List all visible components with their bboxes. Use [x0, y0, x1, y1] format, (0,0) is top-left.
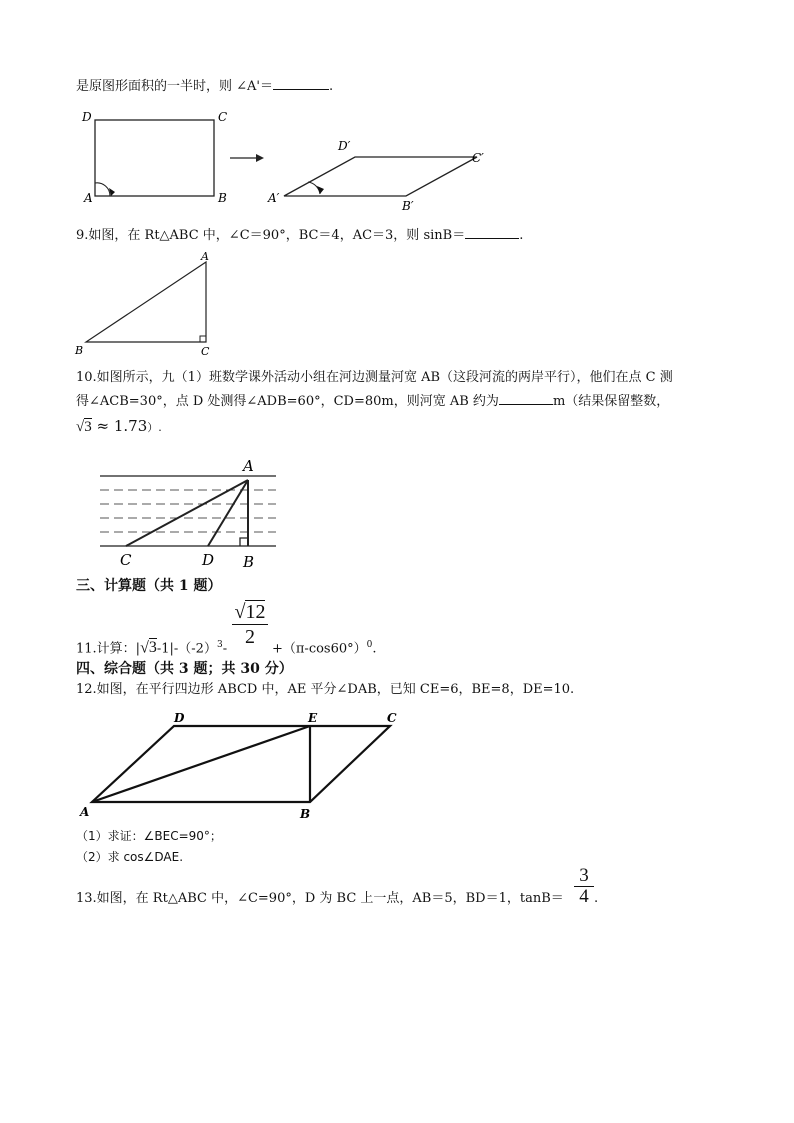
para-label-c: C′: [472, 151, 484, 165]
rect-label-a: A: [84, 191, 93, 205]
q13-text: 13.如图，在 Rt△ABC 中，∠C=90°，D 为 BC 上一点，AB＝5，BD＝1，tanB＝: [76, 891, 564, 906]
q10-line3: √3 ≈ 1.73）.: [76, 417, 162, 435]
rect-label-b: B: [218, 191, 227, 205]
q10-label-d: D: [202, 551, 215, 569]
q8-text-line: 是原图形面积的一半时，则 ∠A'＝ .: [76, 79, 334, 94]
q10-label-b: B: [243, 553, 255, 571]
angle-arc-a: [95, 183, 110, 196]
parallelogram-abcd-prime: [284, 157, 477, 196]
q12-label-d: D: [174, 711, 185, 725]
q12-label-b: B: [300, 807, 311, 821]
rectangle-abcd: [95, 120, 214, 196]
sqrt-3-q11: √3: [140, 639, 157, 657]
q12-parallelogram-figure: [80, 706, 420, 826]
q8-answer-blank[interactable]: [273, 77, 329, 90]
para-label-a: A′: [268, 191, 280, 205]
parallelogram-abcd: [92, 726, 390, 802]
q11-fraction: $\frac{√12}{2}$: [228, 600, 272, 649]
q10-answer-blank[interactable]: [499, 392, 553, 405]
q13-end: .: [594, 891, 599, 906]
q10-label-c: C: [120, 551, 132, 569]
transform-arrow-head: [256, 154, 264, 162]
q12-label-a: A: [80, 805, 90, 819]
q13-fraction: $\frac{3}{4}$: [574, 866, 594, 907]
q12-label-e: E: [308, 711, 318, 725]
q9-text-line: 9.如图，在 Rt△ABC 中，∠C＝90°，BC＝4，AC＝3，则 sinB＝ .: [76, 228, 524, 243]
segment-ae: [92, 726, 310, 802]
section-4-title: 四、综合题（共 3 题；共 30 分）: [76, 661, 293, 677]
q10-line1: 10.如图所示，九（1）班数学课外活动小组在河边测量河宽 AB（这段河流的两岸平行），他们在点 C 测: [76, 370, 673, 385]
triangle-abc: [86, 262, 206, 342]
right-angle-mark-b: [240, 538, 248, 546]
q8-text: 是原图形面积的一半时，则 ∠A'＝: [76, 79, 273, 94]
q9-triangle-figure: [70, 250, 230, 360]
q12-label-c: C: [387, 711, 397, 725]
section-3-title: 三、计算题（共 1 题）: [76, 578, 222, 594]
q9-label-a: A: [201, 250, 209, 263]
q10-label-a: A: [243, 457, 254, 475]
q8-figure: [80, 108, 500, 213]
rect-label-c: C: [218, 110, 228, 124]
rect-label-d: D: [82, 110, 92, 124]
q12-subquestion-1: （1）求证：∠BEC=90°；: [76, 829, 222, 843]
q9-label-b: B: [75, 344, 84, 357]
right-angle-mark-c: [200, 336, 206, 342]
para-label-d: D′: [338, 139, 351, 153]
q9-text: 9.如图，在 Rt△ABC 中，∠C＝90°，BC＝4，AC＝3，则 sinB＝: [76, 228, 466, 243]
q10-river-figure: [80, 457, 280, 571]
q11-suffix: $+(\pi-\cos 60^\circ)^0$.: [272, 640, 377, 657]
q10-line2: 得∠ACB=30°，点 D 处测得∠ADB=60°，CD=80m，则河宽 AB 约为 m（结果保留整数，: [76, 394, 670, 409]
q9-label-c: C: [201, 345, 210, 358]
q11-line: 11.计算：$|√3-1|-(-2)^3-$: [76, 639, 228, 657]
sqrt-3: √3: [76, 419, 92, 435]
para-label-b: B′: [402, 199, 414, 213]
q12-text: 12.如图，在平行四边形 ABCD 中，AE 平分∠DAB，已知 CE=6，BE=8，DE=10.: [76, 682, 575, 697]
angle-arrow-a-prime: [317, 186, 324, 194]
q9-answer-blank[interactable]: [465, 226, 519, 239]
q12-subquestion-2: （2）求 cos∠DAE.: [76, 850, 184, 864]
